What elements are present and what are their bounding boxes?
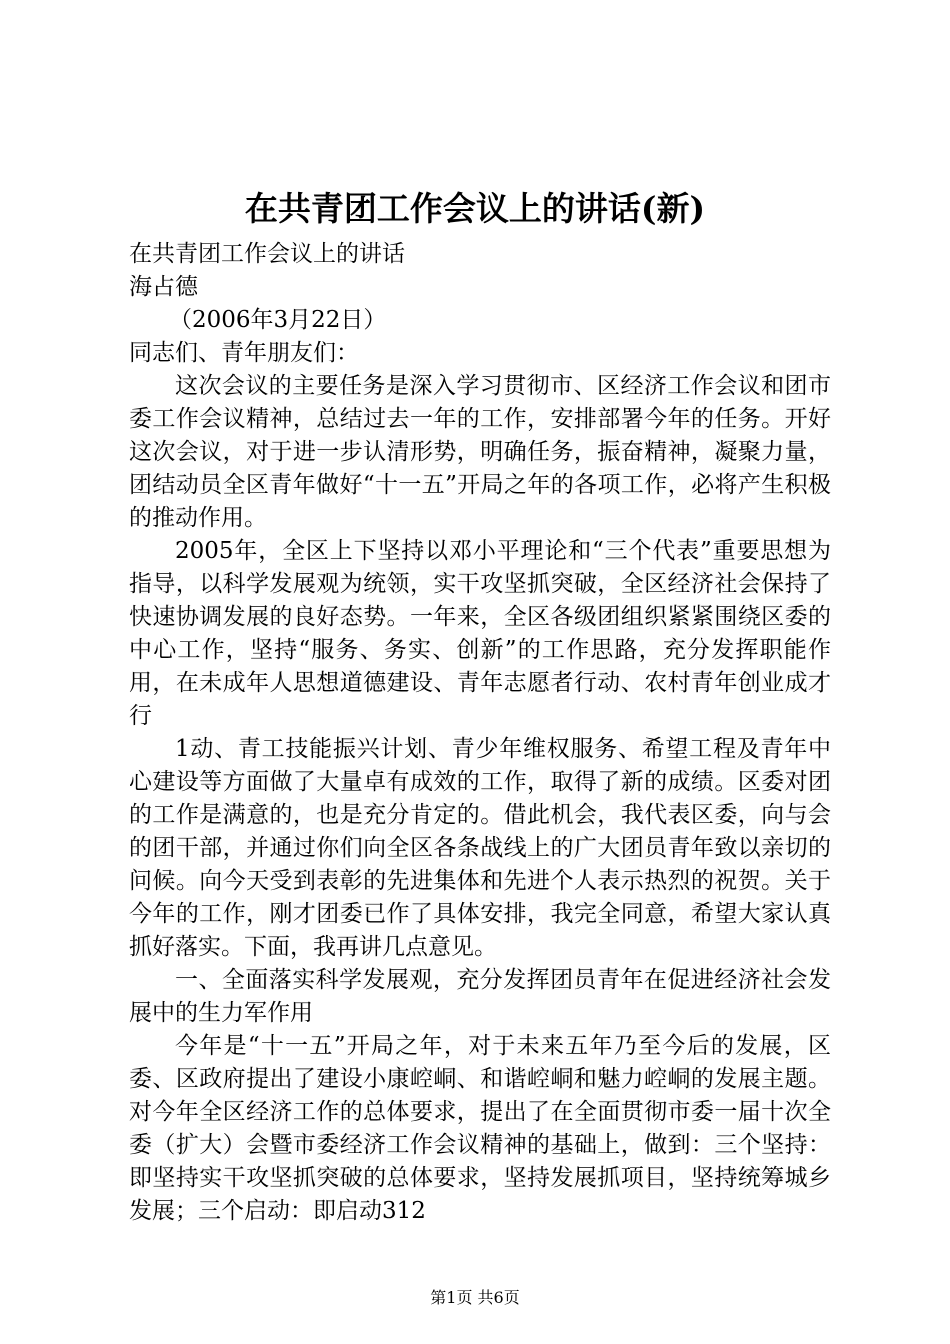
speaker-name: 海占德 <box>129 274 198 300</box>
document-body <box>129 238 831 1228</box>
page-footer: 第1页 共6页 <box>430 1288 520 1307</box>
speech-title: 在共青团工作会议上的讲话 <box>129 241 405 267</box>
salutation: 同志们、青年朋友们： <box>129 340 359 366</box>
section-heading: 一、全面落实科学发展观，充分发挥团员青年在促进经济社会发展中的生力军作用 <box>129 967 831 1026</box>
paragraph: 今年是“十一五”开局之年，对于未来五年乃至今后的发展，区委、区政府提出了建设小康崆峒、和谐崆峒和魅力崆峒的发展主题。对今年全区经济工作的总体要求，提出了在全面贯彻市委一届十次全委（扩大）会暨市委经济工作会议精神的基础上，做到：三个坚持：即坚持实干攻坚抓突破的总体要求，坚持发展抓项目，坚持统筹城乡发展；三个启动：即启动312 <box>129 1033 831 1224</box>
paragraph: 这次会议的主要任务是深入学习贯彻市、区经济工作会议和团市委工作会议精神，总结过去一年的工作，安排部署今年的任务。开好这次会议，对于进一步认清形势，明确任务，振奋精神，凝聚力量，团结动员全区青年做好“十一五”开局之年的各项工作，必将产生积极的推动作用。 <box>129 373 831 531</box>
paragraph: 1动、青工技能振兴计划、青少年维权服务、希望工程及青年中心建设等方面做了大量卓有成效的工作，取得了新的成绩。区委对团的工作是满意的，也是充分肯定的。借此机会，我代表区委，向与会的团干部，并通过你们向全区各条战线上的广大团员青年致以亲切的问候。向今天受到表彰的先进集体和先进个人表示热烈的祝贺。关于今年的工作，刚才团委已作了具体安排，我完全同意，希望大家认真抓好落实。下面，我再讲几点意见。 <box>129 736 831 960</box>
speech-date: （2006年3月22日） <box>169 307 387 333</box>
document-title: 在共青团工作会议上的讲话(新) <box>244 189 706 228</box>
paragraph: 2005年，全区上下坚持以邓小平理论和“三个代表”重要思想为指导，以科学发展观为统领，实干攻坚抓突破，全区经济社会保持了快速协调发展的良好态势。一年来，全区各级团组织紧紧围绕区委的中心工作，坚持“服务、务实、创新”的工作思路，充分发挥职能作用，在未成年人思想道德建设、青年志愿者行动、农村青年创业成才行 <box>129 538 831 729</box>
